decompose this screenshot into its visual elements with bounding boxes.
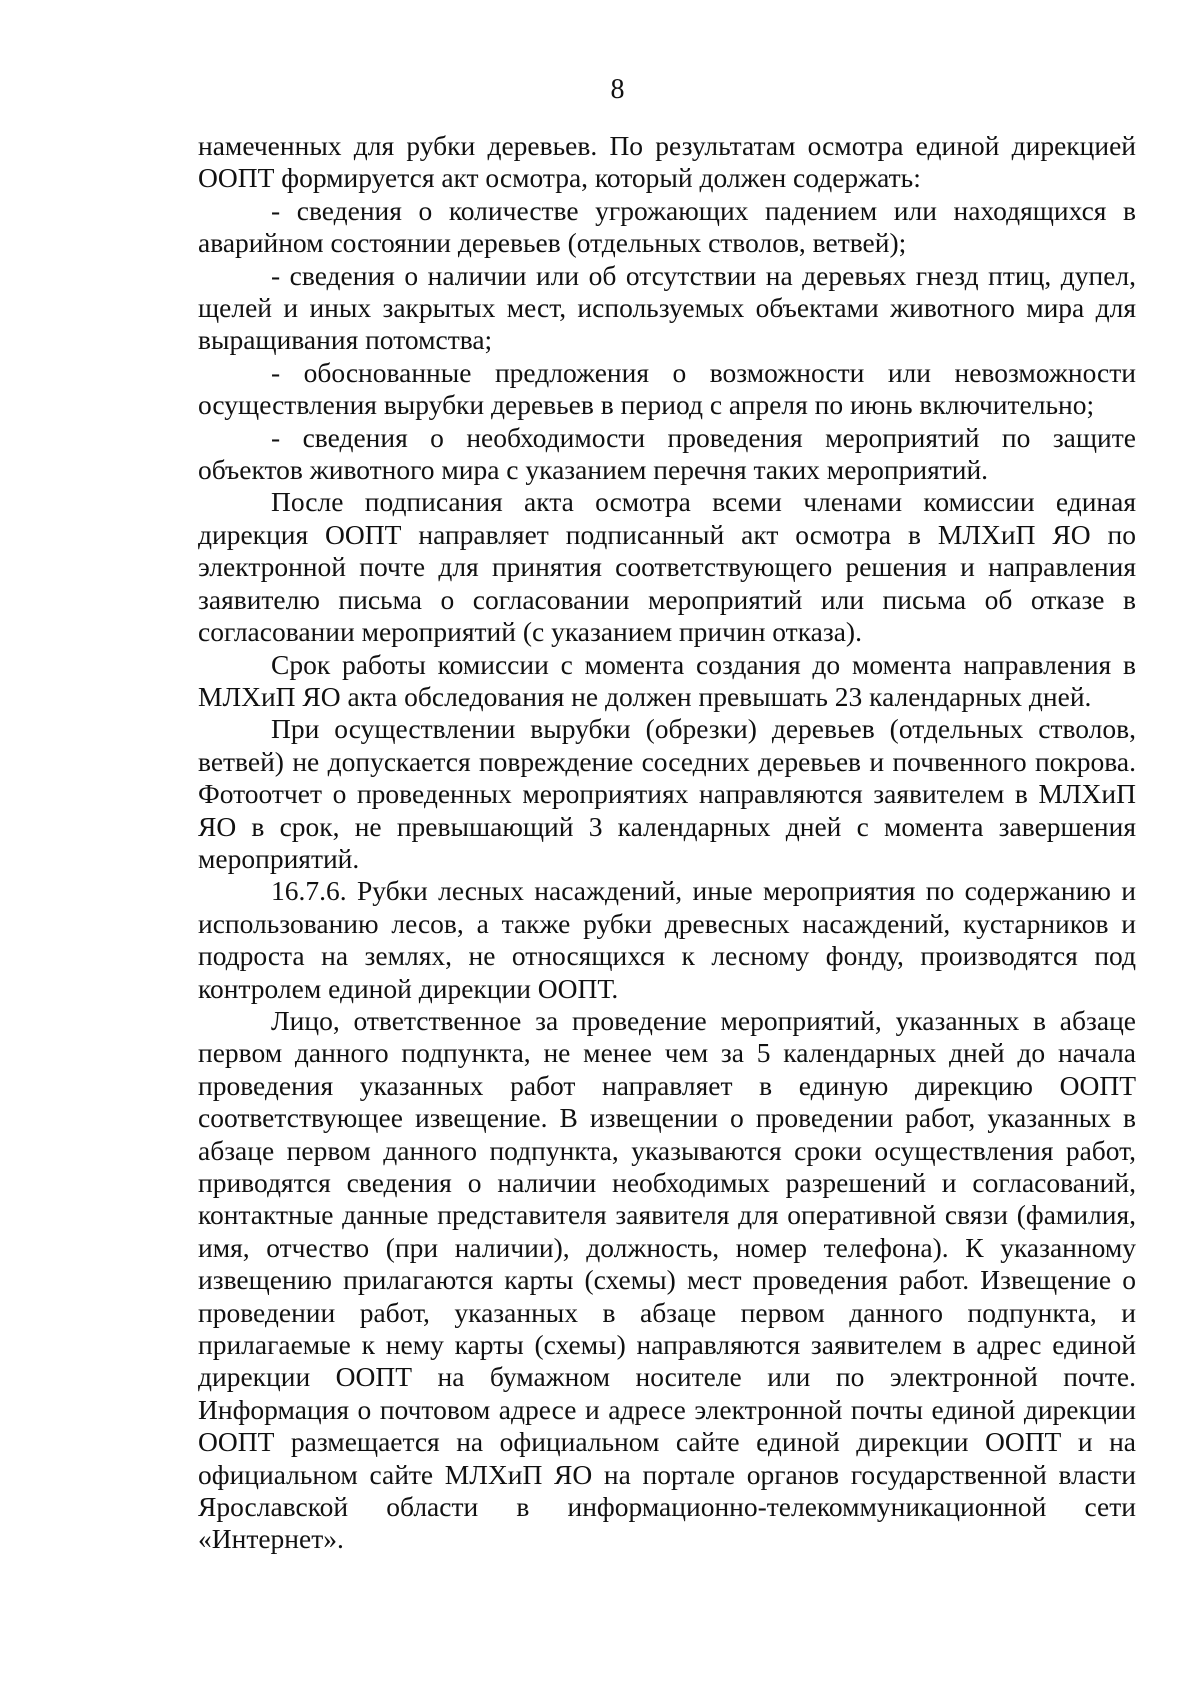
- paragraph: При осуществлении вырубки (обрезки) деревьев (отдельных стволов, ветвей) не допускается повреждение соседних деревьев и почвенного покрова. Фотоотчет о проведенных мероприятиях направляются заявителем в МЛХиП ЯО в срок, не превышающий 3 календарных дней с момента завершения мероприятий.: [198, 713, 1136, 874]
- paragraph: Срок работы комиссии с момента создания до момента направления в МЛХиП ЯО акта обследования не должен превышать 23 календарных дней.: [198, 648, 1136, 712]
- paragraph: Лицо, ответственное за проведение мероприятий, указанных в абзаце первом данного подпункта, не менее чем за 5 календарных дней до начала проведения указанных работ направляет в единую дирекцию ООПТ соответствующее извещение. В извещении о проведении работ, указанных в абзаце первом данного подпункта, указываются сроки осуществления работ, приводятся сведения о наличии необходимых разрешений и согласований, контактные данные представителя заявителя для оперативной связи (фамилия, имя, отчество (при наличии), должность, номер телефона). К указанному извещению прилагаются карты (схемы) мест проведения работ. Извещение о проведении работ, указанных в абзаце первом данного подпункта, и прилагаемые к нему карты (схемы) направляются заявителем в адрес единой дирекции ООПТ на бумажном носителе или по электронной почте. Информация о почтовом адресе и адресе электронной почты единой дирекции ООПТ размещается на официальном сайте единой дирекции ООПТ и на официальном сайте МЛХиП ЯО на портале органов государственной власти Ярославской области в информационно-телекоммуникационной сети «Интернет».: [198, 1004, 1136, 1555]
- paragraph: После подписания акта осмотра всеми членами комиссии единая дирекция ООПТ направляет подписанный акт осмотра в МЛХиП ЯО по электронной почте для принятия соответствующего решения и направления заявителю письма о согласовании мероприятий или письма об отказе в согласовании мероприятий (с указанием причин отказа).: [198, 486, 1136, 648]
- document-body: [198, 130, 1136, 1556]
- page-number: 8: [610, 74, 625, 105]
- paragraph: - обоснованные предложения о возможности или невозможности осуществления вырубки деревьев в период с апреля по июнь включительно;: [198, 356, 1136, 421]
- paragraph: - сведения о необходимости проведения мероприятий по защите объектов животного мира с указанием перечня таких мероприятий.: [198, 421, 1136, 486]
- paragraph: намеченных для рубки деревьев. По результатам осмотра единой дирекцией ООПТ формируется акт осмотра, который должен содержать:: [198, 130, 1136, 194]
- paragraph: 16.7.6. Рубки лесных насаждений, иные мероприятия по содержанию и использованию лесов, а также рубки древесных насаждений, кустарников и подроста на землях, не относящихся к лесному фонду, производятся под контролем единой дирекции ООПТ.: [198, 875, 1136, 1004]
- paragraph: - сведения о количестве угрожающих падением или находящихся в аварийном состоянии деревьев (отдельных стволов, ветвей);: [198, 194, 1136, 259]
- paragraph: - сведения о наличии или об отсутствии на деревьях гнезд птиц, дупел, щелей и иных закрытых мест, используемых объектами животного мира для выращивания потомства;: [198, 259, 1136, 356]
